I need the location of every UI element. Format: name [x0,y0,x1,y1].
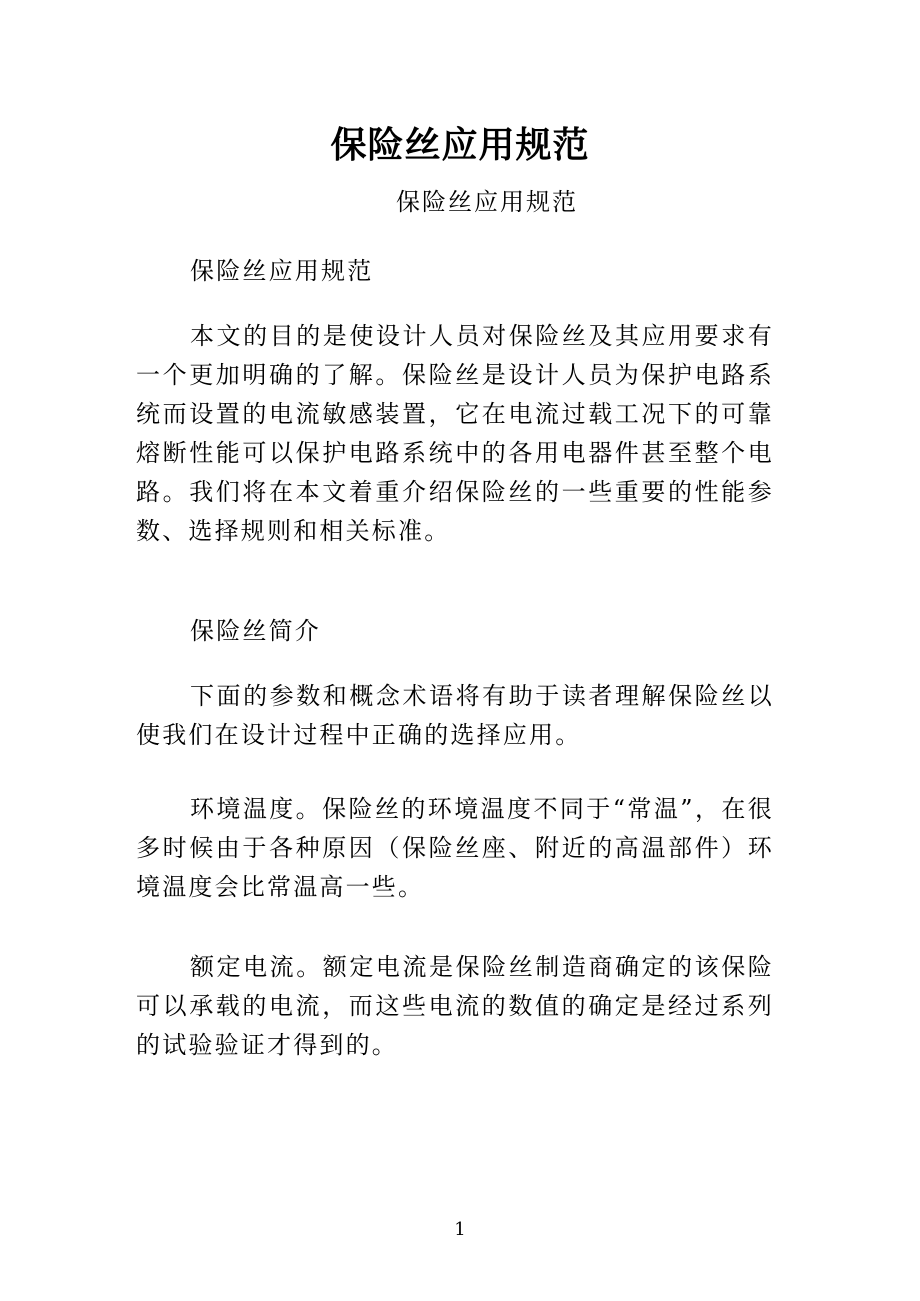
section-heading-overview: 保险丝简介 [190,617,321,645]
document-subtitle: 保险丝应用规范 [396,188,578,216]
overview-paragraph: 下面的参数和概念术语将有助于读者理解保险丝以使我们在设计过程中正确的选择应用。 [136,682,774,749]
page-number: 1 [454,1219,466,1240]
rated-current-paragraph: 额定电流。额定电流是保险丝制造商确定的该保险可以承载的电流，而这些电流的数值的确定是经过系列的试验验证才得到的。 [136,953,774,1059]
document-title: 保险丝应用规范 [330,125,590,166]
section-heading-intro: 保险丝应用规范 [190,257,374,285]
intro-paragraph: 本文的目的是使设计人员对保险丝及其应用要求有一个更加明确的了解。保险丝是设计人员为保护电路系统而设置的电流敏感装置，它在电流过载工况下的可靠熔断性能可以保护电路系统中的各用电器件甚至整个电路。我们将在本文着重介绍保险丝的一些重要的性能参数、选择规则和相关标准。 [136,322,774,545]
ambient-temperature-paragraph: 环境温度。保险丝的环境温度不同于“常温”，在很多时候由于各种原因（保险丝座、附近的高温部件）环境温度会比常温高一些。 [136,795,774,901]
